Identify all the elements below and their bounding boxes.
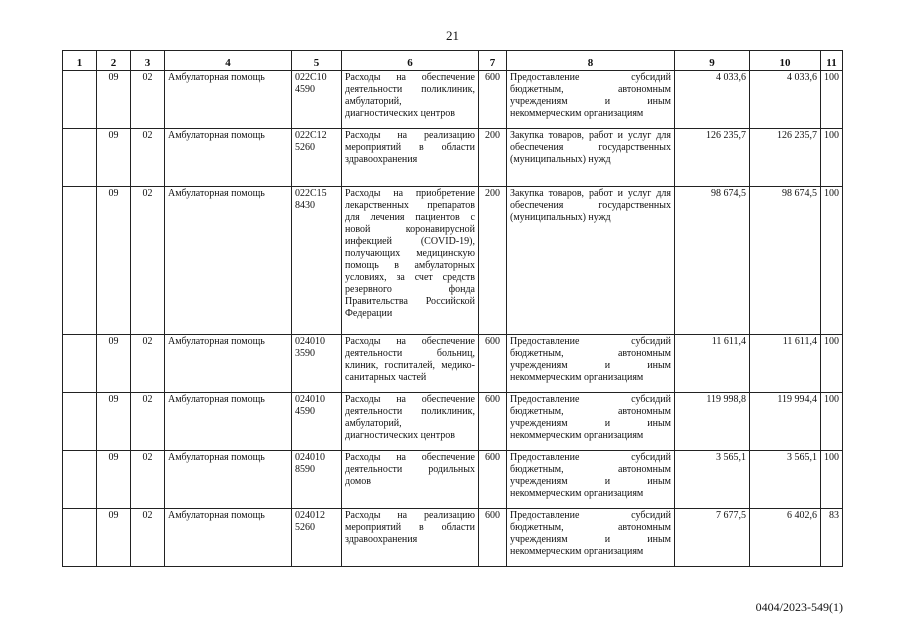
header-cell: 6: [342, 51, 479, 71]
cell-actual: 98 674,5: [750, 187, 821, 335]
table-row: [63, 393, 843, 451]
cell-percent: 100: [821, 393, 843, 451]
header-cell: 7: [479, 51, 507, 71]
header-cell: 2: [97, 51, 131, 71]
table-row: [63, 335, 843, 393]
cell-plan: 98 674,5: [675, 187, 750, 335]
cell-col1: [63, 71, 97, 129]
cell-target-code: 022C12 5260: [292, 129, 342, 187]
cell-plan: 126 235,7: [675, 129, 750, 187]
table-row: [63, 71, 843, 129]
table-row: [63, 187, 843, 335]
header-row: [63, 51, 843, 71]
cell-target-code: 024010 8590: [292, 451, 342, 509]
cell-actual: 126 235,7: [750, 129, 821, 187]
cell-name: Амбулаторная помощь: [165, 71, 292, 129]
cell-col1: [63, 129, 97, 187]
cell-col1: [63, 509, 97, 567]
header-cell: 1: [63, 51, 97, 71]
header-cell: 4: [165, 51, 292, 71]
table-row: [63, 451, 843, 509]
cell-target-code: 024010 3590: [292, 335, 342, 393]
cell-name: Амбулаторная помощь: [165, 129, 292, 187]
cell-subsection: 02: [131, 335, 165, 393]
cell-plan: 7 677,5: [675, 509, 750, 567]
cell-purpose: Расходы на обеспечение деятельности родильных домов: [342, 451, 479, 509]
cell-expense-type: 600: [479, 393, 507, 451]
cell-purpose: Расходы на реализацию мероприятий в области здравоохранения: [342, 129, 479, 187]
cell-purpose: Расходы на приобретение лекарственных препаратов для лечения пациентов с новой коронавирусной инфекцией (COVID-19), получающих медицинскую помощь в амбулаторных условиях, за счет средств резервного фонда Правительства Российской Федерации: [342, 187, 479, 335]
cell-subsection: 02: [131, 393, 165, 451]
cell-section: 09: [97, 187, 131, 335]
cell-subsection: 02: [131, 71, 165, 129]
cell-section: 09: [97, 335, 131, 393]
table-row: [63, 509, 843, 567]
page-number: 21: [446, 28, 459, 43]
cell-actual: 119 994,4: [750, 393, 821, 451]
cell-purpose: Расходы на обеспечение деятельности поликлиник, амбулаторий, диагностических центров: [342, 71, 479, 129]
cell-plan: 119 998,8: [675, 393, 750, 451]
cell-name: Амбулаторная помощь: [165, 509, 292, 567]
cell-expense-desc: Предоставление субсидий бюджетным, автономным учреждениям и иным некоммерческим организациям: [507, 335, 675, 393]
cell-section: 09: [97, 129, 131, 187]
cell-percent: 100: [821, 335, 843, 393]
document-code: 0404/2023-549(1): [755, 600, 843, 614]
cell-actual: 3 565,1: [750, 451, 821, 509]
cell-percent: 100: [821, 451, 843, 509]
cell-expense-desc: Закупка товаров, работ и услуг для обеспечения государственных (муниципальных) нужд: [507, 129, 675, 187]
cell-name: Амбулаторная помощь: [165, 451, 292, 509]
header-cell: 8: [507, 51, 675, 71]
cell-col1: [63, 335, 97, 393]
cell-section: 09: [97, 451, 131, 509]
cell-plan: 11 611,4: [675, 335, 750, 393]
header-cell: 11: [821, 51, 843, 71]
cell-subsection: 02: [131, 509, 165, 567]
cell-expense-type: 200: [479, 187, 507, 335]
cell-name: Амбулаторная помощь: [165, 393, 292, 451]
cell-purpose: Расходы на обеспечение деятельности поликлиник, амбулаторий, диагностических центров: [342, 393, 479, 451]
cell-col1: [63, 393, 97, 451]
cell-percent: 100: [821, 129, 843, 187]
cell-expense-type: 600: [479, 335, 507, 393]
cell-target-code: 022C10 4590: [292, 71, 342, 129]
cell-expense-type: 600: [479, 451, 507, 509]
cell-expense-type: 600: [479, 509, 507, 567]
cell-col1: [63, 187, 97, 335]
cell-expense-desc: Закупка товаров, работ и услуг для обеспечения государственных (муниципальных) нужд: [507, 187, 675, 335]
cell-actual: 11 611,4: [750, 335, 821, 393]
cell-name: Амбулаторная помощь: [165, 187, 292, 335]
cell-expense-type: 600: [479, 71, 507, 129]
cell-target-code: 024012 5260: [292, 509, 342, 567]
cell-percent: 100: [821, 71, 843, 129]
cell-section: 09: [97, 509, 131, 567]
cell-expense-desc: Предоставление субсидий бюджетным, автономным учреждениям и иным некоммерческим организациям: [507, 71, 675, 129]
cell-subsection: 02: [131, 451, 165, 509]
cell-expense-desc: Предоставление субсидий бюджетным, автономным учреждениям и иным некоммерческим организациям: [507, 393, 675, 451]
cell-percent: 83: [821, 509, 843, 567]
cell-plan: 4 033,6: [675, 71, 750, 129]
cell-expense-desc: Предоставление субсидий бюджетным, автономным учреждениям и иным некоммерческим организациям: [507, 509, 675, 567]
cell-subsection: 02: [131, 129, 165, 187]
cell-expense-desc: Предоставление субсидий бюджетным, автономным учреждениям и иным некоммерческим организациям: [507, 451, 675, 509]
cell-name: Амбулаторная помощь: [165, 335, 292, 393]
cell-target-code: 024010 4590: [292, 393, 342, 451]
header-cell: 5: [292, 51, 342, 71]
cell-section: 09: [97, 71, 131, 129]
cell-expense-type: 200: [479, 129, 507, 187]
cell-purpose: Расходы на обеспечение деятельности больниц, клиник, госпиталей, медико-санитарных частей: [342, 335, 479, 393]
header-cell: 3: [131, 51, 165, 71]
cell-actual: 6 402,6: [750, 509, 821, 567]
header-cell: 10: [750, 51, 821, 71]
cell-purpose: Расходы на реализацию мероприятий в области здравоохранения: [342, 509, 479, 567]
cell-section: 09: [97, 393, 131, 451]
cell-target-code: 022C15 8430: [292, 187, 342, 335]
table-row: [63, 129, 843, 187]
header-cell: 9: [675, 51, 750, 71]
budget-table: [62, 50, 843, 567]
cell-actual: 4 033,6: [750, 71, 821, 129]
cell-plan: 3 565,1: [675, 451, 750, 509]
cell-percent: 100: [821, 187, 843, 335]
cell-col1: [63, 451, 97, 509]
cell-subsection: 02: [131, 187, 165, 335]
